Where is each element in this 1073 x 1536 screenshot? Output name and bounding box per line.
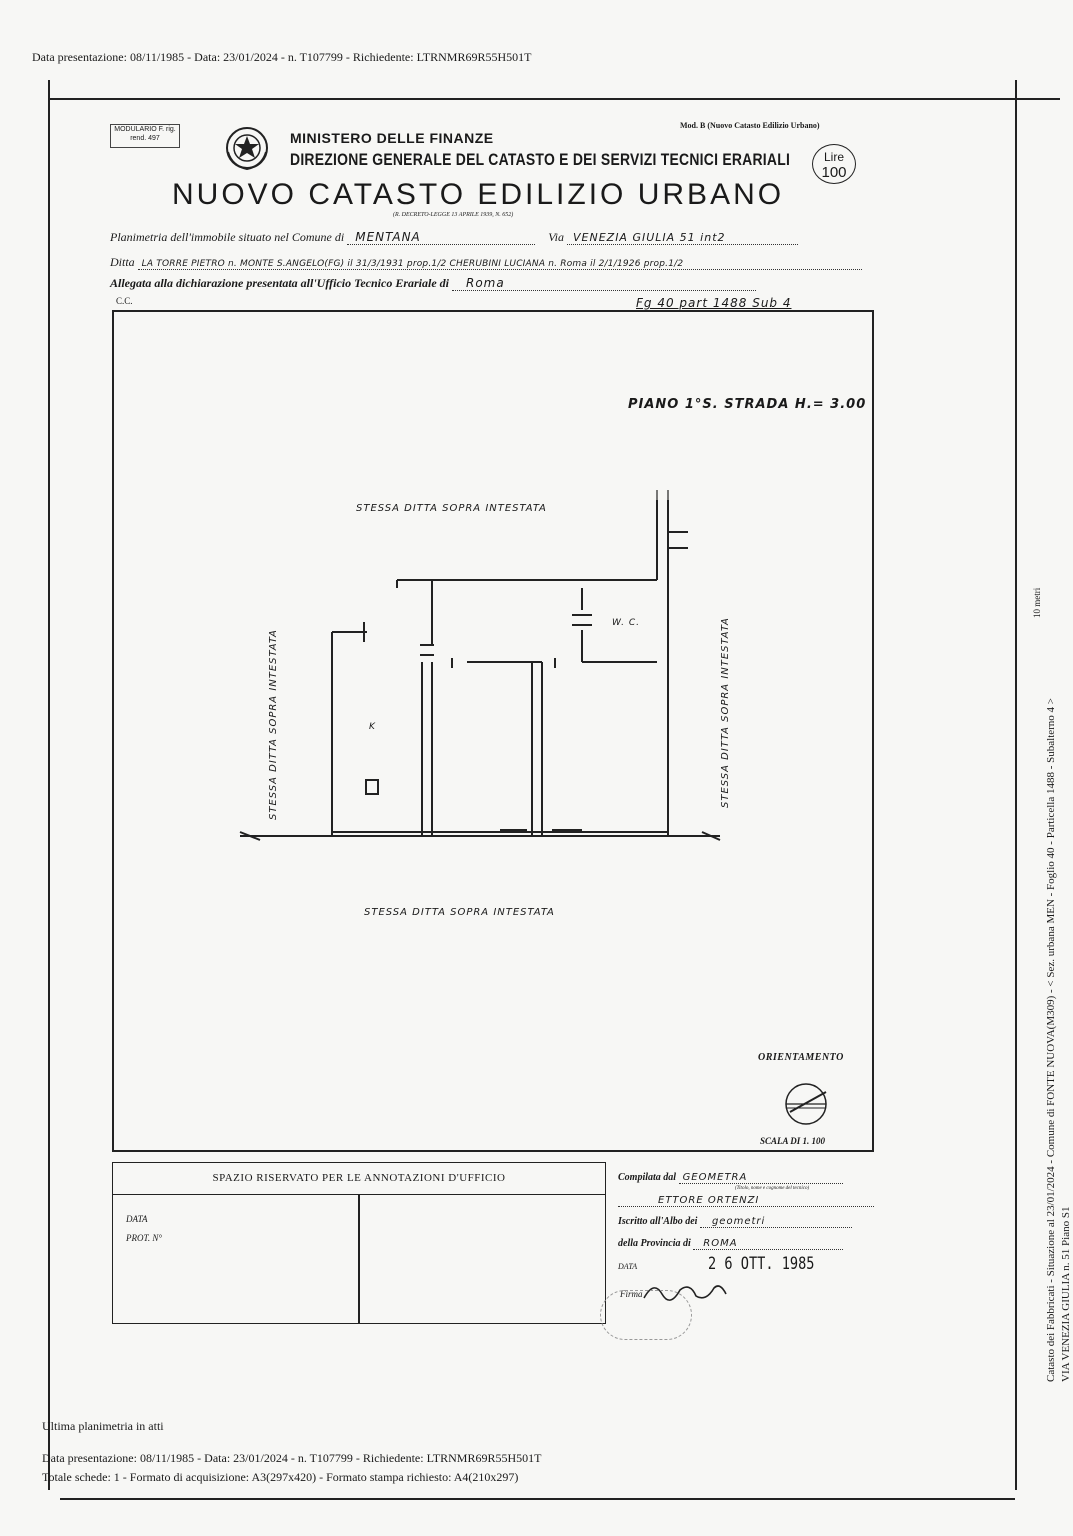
wc-label: W. C. [612, 618, 641, 628]
lire-label: Lire [823, 150, 844, 164]
compilata-value: GEOMETRA [679, 1172, 843, 1184]
orientamento-label: ORIENTAMENTO [758, 1052, 844, 1063]
footer-ultima: Ultima planimetria in atti [42, 1419, 164, 1433]
planimetria-label: Planimetria dell'immobile situato nel Comune di [110, 230, 345, 244]
tecnico-value: ETTORE ORTENZI [618, 1195, 874, 1207]
cc-label: C.C. [116, 296, 133, 306]
north-arrow-icon [782, 1080, 830, 1128]
planimetria-row [110, 230, 798, 245]
ministero-heading: MINISTERO DELLE FINANZE [290, 130, 494, 146]
provincia-row [618, 1238, 843, 1250]
via-label: Via [548, 230, 564, 244]
label-left: STESSA DITTA SOPRA INTESTATA [268, 629, 279, 820]
k-label: K [369, 722, 376, 732]
direzione-heading: DIREZIONE GENERALE DEL CATASTO E DEI SERVIZI TECNICI ERARIALI [290, 150, 791, 169]
side-scale-bar: 10 metri [1032, 587, 1042, 618]
document-title: NUOVO CATASTO EDILIZIO URBANO [172, 178, 785, 211]
scale-label: SCALA DI 1. 100 [760, 1136, 826, 1146]
annot-prot-label: PROT. N° [126, 1233, 162, 1243]
compilata-label: Compilata dal [618, 1172, 677, 1183]
firma-label: Firma [620, 1289, 643, 1299]
lire-stamp [812, 144, 856, 184]
frame-left [48, 80, 50, 1490]
frame-top [48, 98, 1060, 100]
iscritto-label: Iscritto all'Albo dei [618, 1216, 698, 1227]
office-stamp [600, 1290, 692, 1340]
footer-line2: Totale schede: 1 - Formato di acquisizione: A3(297x420) - Formato stampa richiesto: A4(210x297) [42, 1470, 519, 1484]
provincia-value: ROMA [693, 1238, 843, 1250]
frame-bottom [60, 1498, 1015, 1500]
ditta-label: Ditta [110, 255, 135, 269]
iscritto-row [618, 1216, 852, 1228]
allegata-row [110, 276, 756, 291]
comune-value: MENTANA [347, 230, 535, 245]
label-top: STESSA DITTA SOPRA INTESTATA [356, 503, 547, 514]
annot-data-label: DATA [126, 1214, 148, 1224]
date-label: DATA [618, 1262, 638, 1271]
modulario-stamp: MODULARIO F. rig. rend. 497 [110, 124, 180, 148]
emblem-icon [222, 122, 272, 174]
frame-right [1015, 80, 1017, 1490]
compilata-row [618, 1172, 843, 1184]
date-value: 2 6 OTT. 1985 [708, 1254, 815, 1274]
provincia-label: della Provincia di [618, 1238, 691, 1249]
label-right: STESSA DITTA SOPRA INTESTATA [720, 617, 731, 808]
footer-line1: Data presentazione: 08/11/1985 - Data: 23/01/2024 - n. T107799 - Richiedente: LTRNMR69R55H501T [42, 1451, 542, 1465]
annotations-divider [358, 1194, 360, 1324]
mod-b-label: Mod. B (Nuovo Catasto Edilizio Urbano) [680, 121, 820, 130]
piano-label: PIANO 1°S. STRADA H.= 3.00 [628, 397, 867, 412]
annotations-title: SPAZIO RISERVATO PER LE ANNOTAZIONI D'UFFICIO [113, 1162, 605, 1195]
titolo-note: (Titolo, nome e cognome del tecnico) [735, 1186, 810, 1191]
via-value: VENEZIA GIULIA 51 int2 [567, 231, 798, 245]
foglio-value: Fg 40 part 1488 Sub 4 [636, 296, 792, 310]
lire-value: 100 [821, 164, 847, 181]
side-info-line1: Catasto dei Fabbricati - Situazione al 23/01/2024 - Comune di FONTE NUOVA(M309) - < Sez. urbana MEN - Foglio 40 - Particella 1488 - Subalterno 4 > [1045, 697, 1057, 1382]
floor-plan-drawing [112, 310, 874, 1152]
side-info-line2: VIA VENEZIA GIULIA n. 51 Piano S1 [1060, 1206, 1072, 1382]
ditta-row [110, 255, 862, 270]
decreto-note: (R. DECRETO-LEGGE 13 APRILE 1939, N. 652) [393, 212, 514, 218]
label-bottom: STESSA DITTA SOPRA INTESTATA [364, 907, 555, 918]
allegata-label: Allegata alla dichiarazione presentata all'Ufficio Tecnico Erariale di [110, 276, 449, 290]
ditta-value: LA TORRE PIETRO n. MONTE S.ANGELO(FG) il 31/3/1931 prop.1/2 CHERUBINI LUCIANA n. Roma il 2/1/1926 prop.1/2 [138, 259, 862, 270]
albo-value: geometri [700, 1216, 852, 1228]
ufficio-value: Roma [452, 276, 756, 291]
top-info: Data presentazione: 08/11/1985 - Data: 23/01/2024 - n. T107799 - Richiedente: LTRNMR69R55H501T [32, 50, 532, 64]
